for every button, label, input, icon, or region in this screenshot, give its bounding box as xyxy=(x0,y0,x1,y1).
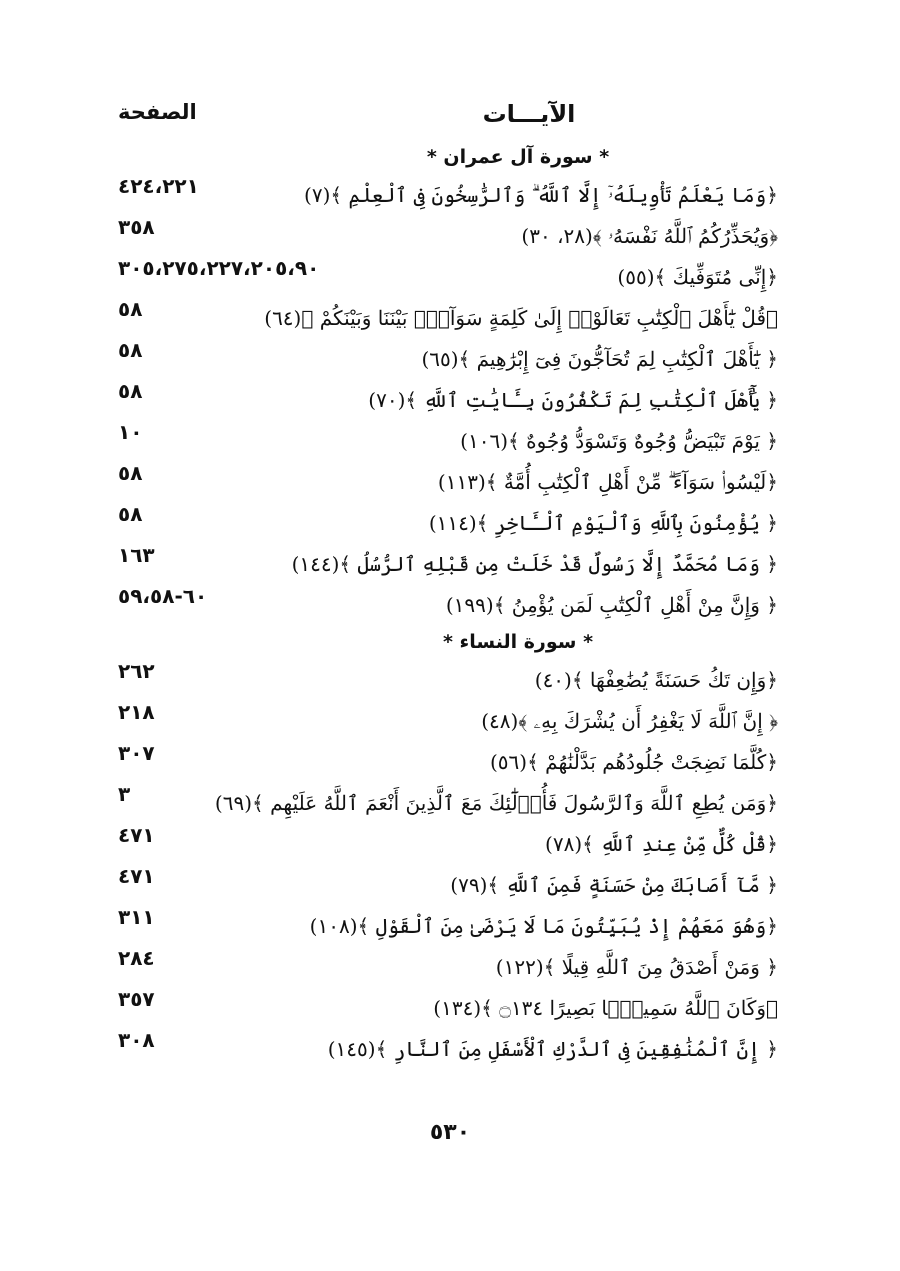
page-references: ١٦٣ xyxy=(118,543,155,567)
surah-heading xyxy=(118,625,778,659)
page-references: ٥٨ xyxy=(118,502,143,526)
page-references: ٣٥٨ xyxy=(118,215,155,239)
table-row xyxy=(118,420,778,461)
page-references: ٣٠٧ xyxy=(118,741,155,765)
page-column-header: الصفحة xyxy=(118,100,197,124)
surah-heading xyxy=(118,140,778,174)
verse-text: ﴿كُلَّمَا نَضِجَتْ جُلُودُهُم بَدَّلْنَٰهُمْ ﴾(٥٦) xyxy=(489,750,778,774)
surah-title: * سورة النساء * xyxy=(442,631,594,653)
table-row xyxy=(118,379,778,420)
page-references: ٢١٨ xyxy=(118,700,155,724)
table-row xyxy=(118,174,778,215)
table-row xyxy=(118,700,778,741)
verse-text: ﴿وَمَا يَعْلَمُ تَأْوِيلَهُۥٓ إِلَّا ٱللَّهُ ۗ وَٱلرَّٰسِخُونَ فِى ٱلْعِلْمِ ﴾(٧) xyxy=(304,183,778,207)
verse-text: ﴿ وَإِنَّ مِنْ أَهْلِ ٱلْكِتَٰبِ لَمَن يُؤْمِنُ ﴾(١٩٩) xyxy=(445,593,778,617)
page-references: ٤٧١ xyxy=(118,864,155,888)
table-row xyxy=(118,741,778,782)
verse-text: ﴿ وَمَا مُحَمَّدٌ إِلَّا رَسُولٌ قَدْ خَلَتْ مِن قَبْلِهِ ٱلرُّسُلُ ﴾(١٤٤) xyxy=(291,552,778,576)
table-header xyxy=(118,100,760,140)
table-row xyxy=(118,338,778,379)
table-row xyxy=(118,461,778,502)
table-row xyxy=(118,782,778,823)
page-references: ٤٢٤،٢٢١ xyxy=(118,174,199,198)
verse-text: ﴿وَإِن تَكُ حَسَنَةً يُضَٰعِفْهَا ﴾(٤٠) xyxy=(534,668,778,692)
table-row xyxy=(118,215,778,256)
page-references: ٦٠-٥٩،٥٨ xyxy=(118,584,208,608)
page-references: ٢٦٢ xyxy=(118,659,155,683)
table-row xyxy=(118,823,778,864)
verse-text: ﴿وَهُوَ مَعَهُمْ إِذْ يُبَيِّتُونَ مَا لَا يَرْضَىٰ مِنَ ٱلْقَوْلِ ﴾(١٠٨) xyxy=(309,914,778,938)
verse-text: ﴿قُلْ كُلٌّ مِّنْ عِندِ ٱللَّهِ ﴾(٧٨) xyxy=(545,832,778,856)
page-references: ٣١١ xyxy=(118,905,155,929)
table-row xyxy=(118,502,778,543)
page-references: ٥٨ xyxy=(118,297,143,321)
verse-text: ﴿ يَٰٓأَهْلَ ٱلْكِتَٰبِ لِمَ تَكْفُرُونَ بِـَٔايَٰتِ ٱللَّهِ ﴾(٧٠) xyxy=(368,388,778,412)
table-row xyxy=(118,543,778,584)
verse-text: ﴿إِنِّى مُتَوَفِّيكَ ﴾(٥٥) xyxy=(617,265,778,289)
table-row xyxy=(118,987,778,1028)
verse-text: ﴿وَيُحَذِّرُكُمُ ٱللَّهُ نَفْسَهُۥ ﴾(٢٨، ٣٠) xyxy=(521,224,778,248)
table-row xyxy=(118,946,778,987)
page-references: ٥٨ xyxy=(118,379,143,403)
table-row xyxy=(118,256,778,297)
verse-text: ﴿ إِنَّ ٱلْمُنَٰفِقِينَ فِى ٱلدَّرْكِ ٱلْأَسْفَلِ مِنَ ٱلنَّارِ ﴾(١٤٥) xyxy=(327,1037,778,1061)
table-row xyxy=(118,1028,778,1069)
table-row xyxy=(118,297,778,338)
page-references: ٣ xyxy=(118,782,131,806)
verses-column-header: الآيـــات xyxy=(482,100,576,128)
verse-text: ﴿وَكَانَ ٱللَّهُ سَمِيعًۢا بَصِيرًا ۝١٣٤ ﴾(١٣٤) xyxy=(433,996,778,1020)
page-number: ٥٣٠ xyxy=(429,1120,471,1145)
page-references: ١٠ xyxy=(118,420,143,444)
verse-text: ﴿ يَوْمَ تَبْيَضُّ وُجُوهٌ وَتَسْوَدُّ وُجُوهٌ ﴾(١٠٦) xyxy=(460,429,778,453)
page-references: ٥٨ xyxy=(118,461,143,485)
surah-title: * سورة آل عمران * xyxy=(426,146,610,168)
page-references: ٤٧١ xyxy=(118,823,155,847)
verse-text: ﴿ يُؤْمِنُونَ بِٱللَّهِ وَٱلْيَوْمِ ٱلْـَٔاخِرِ ﴾(١١٤) xyxy=(428,511,778,535)
verse-text: ﴿ يَٰٓأَهْلَ ٱلْكِتَٰبِ لِمَ تُحَآجُّونَ فِىٓ إِبْرَٰهِيمَ ﴾(٦٥) xyxy=(421,347,778,371)
page-references: ٣٠٥،٢٧٥،٢٢٧،٢٠٥،٩٠ xyxy=(118,256,320,280)
table-row xyxy=(118,659,778,700)
verse-text: ﴿ إِنَّ ٱللَّهَ لَا يَغْفِرُ أَن يُشْرَكَ بِهِۦ ﴾(٤٨) xyxy=(481,709,778,733)
table-row xyxy=(118,584,778,625)
verse-text: ﴿قُلْ يَٰٓأَهْلَ ٱلْكِتَٰبِ تَعَالَوْا۟ إِلَىٰ كَلِمَةٍ سَوَآءٍۭ بَيْنَنَا وَبَيْنَكُمْ ﴾(٦٤) xyxy=(264,306,778,330)
verse-text: ﴿ مَّآ أَصَابَكَ مِنْ حَسَنَةٍ فَمِنَ ٱللَّهِ ﴾(٧٩) xyxy=(450,873,778,897)
verse-text: ﴿وَمَن يُطِعِ ٱللَّهَ وَٱلرَّسُولَ فَأُو۟لَٰٓئِكَ مَعَ ٱلَّذِينَ أَنْعَمَ ٱللَّهُ عَلَيْهِم ﴾(٦٩) xyxy=(214,791,778,815)
page-references: ٣٥٧ xyxy=(118,987,155,1011)
verse-text: ﴿ وَمَنْ أَصْدَقُ مِنَ ٱللَّهِ قِيلًا ﴾(١٢٢) xyxy=(495,955,778,979)
page-references: ٥٨ xyxy=(118,338,143,362)
verse-index-table xyxy=(118,140,778,1069)
table-row xyxy=(118,905,778,946)
page-references: ٣٠٨ xyxy=(118,1028,155,1052)
page-references: ٢٨٤ xyxy=(118,946,155,970)
table-row xyxy=(118,864,778,905)
verse-text: ﴿لَيْسُوا۟ سَوَآءً ۗ مِّنْ أَهْلِ ٱلْكِتَٰبِ أُمَّةٌ ﴾(١١٣) xyxy=(437,470,778,494)
